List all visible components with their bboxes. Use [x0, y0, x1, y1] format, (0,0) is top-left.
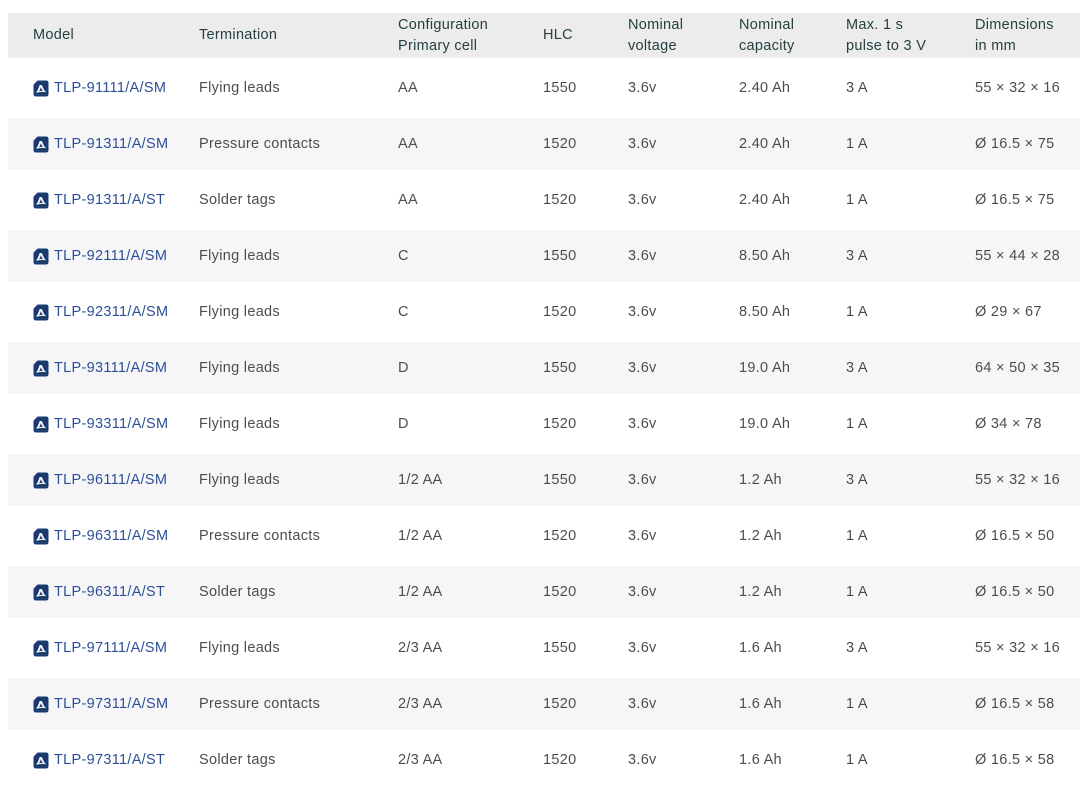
pdf-file-icon [33, 136, 49, 153]
column-header-dimensions: Dimensions in mm [975, 16, 1054, 54]
cell-termination: Flying leads [199, 304, 280, 320]
model-cell [33, 696, 191, 713]
cell-model [8, 734, 199, 785]
model-cell [33, 304, 191, 321]
cell-voltage: 3.6v [628, 584, 657, 600]
cell-pulse: 3 A [846, 640, 868, 656]
cell-dimensions: 55 × 44 × 28 [975, 248, 1061, 264]
pdf-file-icon [33, 472, 49, 489]
model-pdf-link[interactable]: TLP-91311/A/SM [54, 136, 169, 152]
pdf-file-icon [33, 640, 49, 657]
cell-pulse: 1 A [846, 136, 868, 152]
cell-termination: Pressure contacts [199, 528, 321, 544]
table-header [8, 13, 1080, 58]
model-pdf-link[interactable]: TLP-96311/A/SM [54, 528, 169, 544]
cell-hlc: 1550 [543, 472, 577, 488]
cell-capacity: 1.2 Ah [739, 472, 782, 488]
cell-pulse: 1 A [846, 584, 868, 600]
cell-dimensions: Ø 34 × 78 [975, 416, 1042, 432]
pdf-file-icon [33, 80, 49, 97]
cell-model [8, 62, 199, 114]
model-pdf-link[interactable]: TLP-97111/A/SM [54, 640, 168, 656]
cell-pulse: 1 A [846, 696, 868, 712]
cell-voltage: 3.6v [628, 752, 657, 768]
cell-model [8, 174, 199, 226]
cell-hlc: 1520 [543, 696, 577, 712]
cell-hlc: 1520 [543, 752, 577, 768]
table-body [8, 62, 1080, 785]
cell-voltage: 3.6v [628, 192, 657, 208]
pdf-file-icon [33, 416, 49, 433]
cell-pulse: 1 A [846, 416, 868, 432]
cell-dimensions: 55 × 32 × 16 [975, 640, 1061, 656]
cell-dimensions: Ø 16.5 × 50 [975, 584, 1055, 600]
cell-dimensions: Ø 16.5 × 50 [975, 528, 1055, 544]
cell-voltage: 3.6v [628, 136, 657, 152]
column-header-voltage: Nominal voltage [628, 16, 684, 54]
cell-model [8, 118, 199, 170]
cell-config: 1/2 AA [398, 584, 443, 600]
pdf-file-icon [33, 192, 49, 209]
model-cell [33, 80, 191, 97]
cell-voltage: 3.6v [628, 696, 657, 712]
model-pdf-link[interactable]: TLP-97311/A/SM [54, 696, 169, 712]
cell-model [8, 398, 199, 450]
cell-hlc: 1550 [543, 80, 577, 96]
column-header-capacity: Nominal capacity [739, 16, 795, 54]
cell-model [8, 454, 199, 506]
cell-capacity: 1.6 Ah [739, 752, 782, 768]
model-cell [33, 752, 191, 769]
column-header-hlc: HLC [543, 27, 573, 43]
cell-pulse: 1 A [846, 304, 868, 320]
table-row [8, 174, 1080, 226]
table-row [8, 622, 1080, 674]
cell-config: D [398, 360, 409, 376]
model-cell [33, 472, 191, 489]
model-cell [33, 248, 191, 265]
cell-model [8, 286, 199, 338]
cell-pulse: 3 A [846, 80, 868, 96]
cell-voltage: 3.6v [628, 528, 657, 544]
cell-dimensions: Ø 16.5 × 75 [975, 192, 1055, 208]
model-cell [33, 584, 191, 601]
cell-config: C [398, 248, 409, 264]
cell-voltage: 3.6v [628, 360, 657, 376]
pdf-file-icon [33, 584, 49, 601]
cell-termination: Flying leads [199, 640, 280, 656]
table-row [8, 398, 1080, 450]
cell-config: D [398, 416, 409, 432]
cell-voltage: 3.6v [628, 416, 657, 432]
cell-model [8, 566, 199, 618]
table-row [8, 118, 1080, 170]
model-cell [33, 360, 191, 377]
cell-voltage: 3.6v [628, 248, 657, 264]
model-cell [33, 528, 191, 545]
model-pdf-link[interactable]: TLP-96311/A/ST [54, 584, 166, 600]
cell-capacity: 2.40 Ah [739, 80, 791, 96]
cell-pulse: 3 A [846, 248, 868, 264]
pdf-file-icon [33, 248, 49, 265]
model-cell [33, 640, 191, 657]
cell-capacity: 2.40 Ah [739, 136, 791, 152]
cell-dimensions: 55 × 32 × 16 [975, 472, 1061, 488]
pdf-file-icon [33, 696, 49, 713]
header-row [8, 13, 1080, 58]
cell-model [8, 510, 199, 562]
table-row [8, 566, 1080, 618]
pdf-file-icon [33, 752, 49, 769]
cell-hlc: 1550 [543, 248, 577, 264]
model-pdf-link[interactable]: TLP-97311/A/ST [54, 752, 166, 768]
column-header-config: Configuration Primary cell [398, 16, 489, 54]
table-row [8, 510, 1080, 562]
cell-voltage: 3.6v [628, 80, 657, 96]
cell-termination: Flying leads [199, 80, 280, 96]
pdf-file-icon [33, 360, 49, 377]
cell-capacity: 8.50 Ah [739, 304, 791, 320]
cell-termination: Flying leads [199, 360, 280, 376]
cell-termination: Solder tags [199, 584, 276, 600]
cell-dimensions: 55 × 32 × 16 [975, 80, 1061, 96]
model-pdf-link[interactable]: TLP-93111/A/SM [54, 360, 168, 376]
cell-termination: Pressure contacts [199, 696, 321, 712]
pdf-file-icon [33, 528, 49, 545]
cell-dimensions: 64 × 50 × 35 [975, 360, 1061, 376]
cell-capacity: 8.50 Ah [739, 248, 791, 264]
cell-pulse: 1 A [846, 752, 868, 768]
cell-capacity: 1.6 Ah [739, 696, 782, 712]
cell-config: AA [398, 136, 418, 152]
cell-termination: Flying leads [199, 416, 280, 432]
table-row [8, 62, 1080, 114]
cell-capacity: 1.2 Ah [739, 584, 782, 600]
cell-dimensions: Ø 29 × 67 [975, 304, 1042, 320]
column-header-pulse: Max. 1 s pulse to 3 V [846, 16, 927, 54]
table-row [8, 678, 1080, 730]
model-pdf-link[interactable]: TLP-92111/A/SM [54, 248, 168, 264]
model-pdf-link[interactable]: TLP-91111/A/SM [54, 80, 167, 96]
pdf-file-icon [33, 304, 49, 321]
cell-capacity: 1.6 Ah [739, 640, 782, 656]
cell-pulse: 3 A [846, 360, 868, 376]
table-row [8, 454, 1080, 506]
table-row [8, 342, 1080, 394]
cell-termination: Flying leads [199, 248, 280, 264]
cell-termination: Flying leads [199, 472, 280, 488]
model-cell [33, 192, 191, 209]
model-cell [33, 136, 191, 153]
model-pdf-link[interactable]: TLP-91311/A/ST [54, 192, 166, 208]
cell-termination: Solder tags [199, 752, 276, 768]
cell-dimensions: Ø 16.5 × 58 [975, 696, 1055, 712]
cell-dimensions: Ø 16.5 × 75 [975, 136, 1055, 152]
table-row [8, 286, 1080, 338]
battery-models-table [8, 9, 1080, 785]
model-cell [33, 416, 191, 433]
cell-config: 2/3 AA [398, 752, 443, 768]
cell-voltage: 3.6v [628, 472, 657, 488]
cell-config: 1/2 AA [398, 472, 443, 488]
cell-config: 2/3 AA [398, 696, 443, 712]
cell-model [8, 230, 199, 282]
cell-config: AA [398, 80, 418, 96]
column-header-termination: Termination [199, 27, 278, 43]
cell-termination: Solder tags [199, 192, 276, 208]
cell-pulse: 1 A [846, 192, 868, 208]
cell-config: 2/3 AA [398, 640, 443, 656]
cell-capacity: 19.0 Ah [739, 360, 791, 376]
model-pdf-link[interactable]: TLP-93311/A/SM [54, 416, 169, 432]
cell-model [8, 678, 199, 730]
cell-hlc: 1550 [543, 640, 577, 656]
table-row [8, 230, 1080, 282]
cell-termination: Pressure contacts [199, 136, 321, 152]
cell-config: 1/2 AA [398, 528, 443, 544]
cell-pulse: 1 A [846, 528, 868, 544]
cell-voltage: 3.6v [628, 640, 657, 656]
cell-model [8, 622, 199, 674]
cell-voltage: 3.6v [628, 304, 657, 320]
cell-dimensions: Ø 16.5 × 58 [975, 752, 1055, 768]
cell-capacity: 1.2 Ah [739, 528, 782, 544]
cell-capacity: 2.40 Ah [739, 192, 791, 208]
cell-hlc: 1520 [543, 528, 577, 544]
cell-config: C [398, 304, 409, 320]
cell-config: AA [398, 192, 418, 208]
cell-hlc: 1520 [543, 584, 577, 600]
cell-hlc: 1520 [543, 192, 577, 208]
column-header-model: Model [33, 27, 74, 43]
cell-hlc: 1520 [543, 136, 577, 152]
cell-hlc: 1520 [543, 304, 577, 320]
table-row [8, 734, 1080, 785]
model-pdf-link[interactable]: TLP-96111/A/SM [54, 472, 168, 488]
model-pdf-link[interactable]: TLP-92311/A/SM [54, 304, 169, 320]
cell-pulse: 3 A [846, 472, 868, 488]
cell-capacity: 19.0 Ah [739, 416, 791, 432]
cell-hlc: 1550 [543, 360, 577, 376]
cell-model [8, 342, 199, 394]
cell-hlc: 1520 [543, 416, 577, 432]
